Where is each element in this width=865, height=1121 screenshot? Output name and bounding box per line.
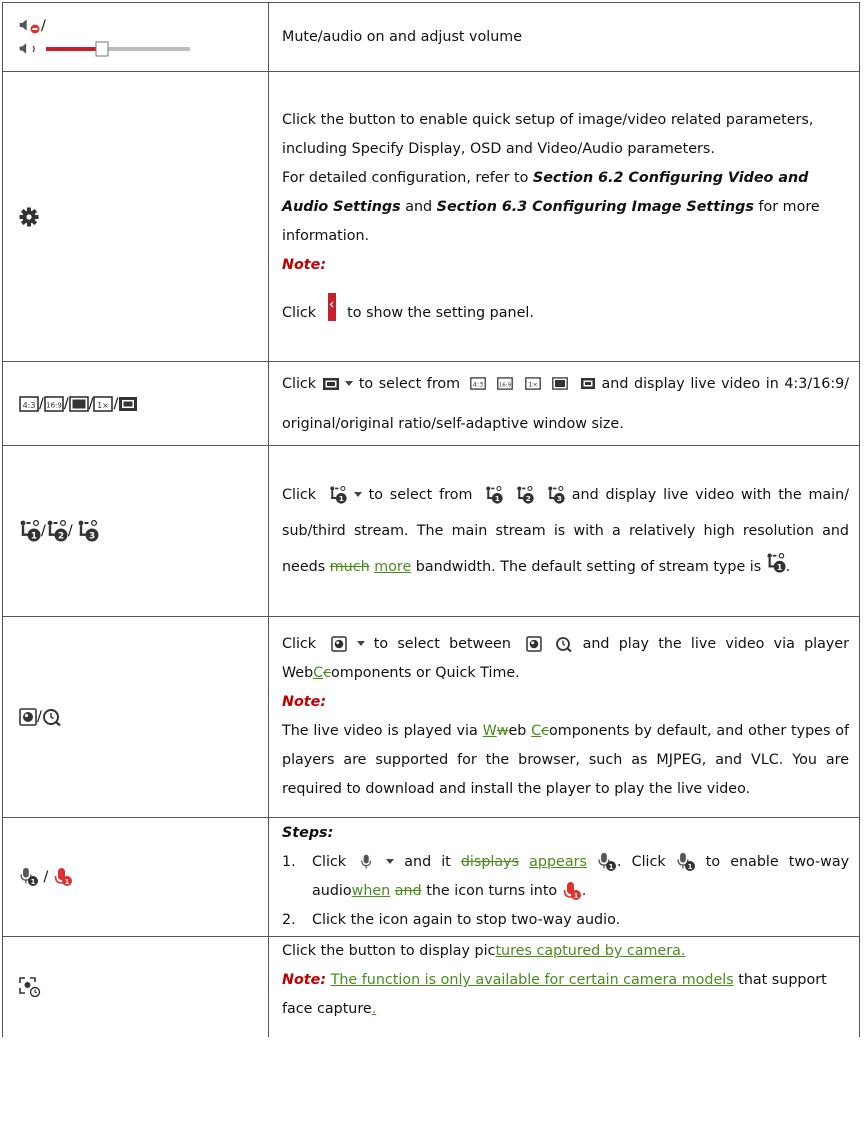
click-word: Click: [312, 854, 347, 870]
aspect-16-9-icon[interactable]: [44, 396, 64, 412]
player-description: and play the live video via player Web: [282, 636, 850, 681]
stream-description: and display live video with the main/ sub/third stream. The main stream is with a relatively high resolution and needs: [282, 487, 850, 575]
click-word: Click: [282, 636, 317, 652]
inserted-text: appears: [529, 854, 587, 870]
description-cell: [269, 818, 860, 937]
note-label: Note:: [282, 694, 327, 710]
icon-cell: [3, 617, 269, 818]
deleted-text: and: [394, 883, 422, 899]
chevron-down-icon[interactable]: [357, 640, 365, 648]
description-cell: [269, 937, 860, 1037]
svg-text:1: 1: [338, 494, 344, 504]
web-components-player-icon[interactable]: [19, 708, 37, 726]
note-text-end: omponents by default, and other types of players are supported for the browser, such as MJPEG, and VLC. You are required to download and install the player to play the live video.: [282, 723, 850, 797]
step-number: 2.: [282, 912, 296, 928]
step-text-part: and it: [404, 854, 451, 870]
svg-text:16:9: 16:9: [499, 382, 512, 389]
click-word: Click: [282, 304, 317, 321]
gear-icon[interactable]: [19, 207, 39, 227]
step-text-part: to enable two-way audio: [312, 854, 850, 899]
microphone-icon[interactable]: [360, 853, 376, 871]
svg-text:3: 3: [88, 531, 95, 542]
icon-separator: /: [39, 395, 44, 412]
click-word: Click: [282, 487, 317, 503]
table-row: [3, 937, 860, 1037]
description-text: [282, 477, 849, 585]
svg-text:1: 1: [30, 531, 38, 542]
description-cell: [269, 446, 860, 617]
table-row: [3, 362, 860, 446]
stream-main-icon[interactable]: [485, 486, 503, 504]
self-adaptive-icon[interactable]: [118, 396, 138, 412]
chevron-down-icon[interactable]: [386, 858, 394, 866]
stream-sub-icon[interactable]: [516, 486, 534, 504]
deleted-text: c: [323, 665, 332, 681]
click-suffix: to show the setting panel.: [342, 304, 534, 321]
deleted-text: c: [541, 723, 550, 739]
svg-text:2: 2: [525, 494, 531, 504]
section-reference-image: Section 6.3 Configuring Image Settings: [436, 198, 754, 215]
icon-separator: /: [37, 709, 42, 725]
svg-text:4:3: 4:3: [22, 400, 36, 410]
inserted-text: when: [351, 883, 391, 899]
svg-text:1: 1: [494, 494, 501, 504]
steps-label: Steps:: [282, 825, 334, 841]
aspect-4-3-icon[interactable]: [19, 396, 39, 412]
icon-cell: [3, 362, 269, 446]
description-text: Click the button to enable quick setup of image/video related parameters, including Specify Display, OSD and Video/Audio parameters.: [282, 111, 814, 157]
note-text-eb: eb: [508, 723, 527, 739]
description-text: [282, 630, 849, 688]
svg-text:1: 1: [64, 878, 70, 886]
inserted-text: tures captured by camera.: [495, 943, 686, 959]
icon-separator: /: [88, 395, 94, 412]
reference-suffix: for more information.: [282, 198, 820, 244]
icon-separator: /: [43, 869, 49, 885]
svg-text:2: 2: [57, 531, 64, 542]
window-size-dropdown-icon[interactable]: [322, 377, 340, 391]
aspect-4-3-icon[interactable]: [470, 377, 486, 390]
svg-text:1×: 1×: [528, 380, 538, 389]
svg-text:4:3: 4:3: [472, 380, 483, 389]
web-components-player-icon[interactable]: [331, 636, 347, 652]
original-ratio-icon[interactable]: [93, 396, 113, 412]
description-text-start: Click the button to display pic: [282, 943, 496, 959]
aspect-16-9-icon[interactable]: [497, 377, 513, 390]
stream-third-icon[interactable]: [77, 520, 99, 542]
stream-sub-icon[interactable]: [46, 520, 68, 542]
icon-separator: /: [113, 395, 119, 412]
chevron-down-icon[interactable]: [345, 380, 353, 388]
deleted-text: w: [496, 723, 509, 739]
microphone-icon[interactable]: [19, 867, 39, 887]
icon-cell: [3, 3, 269, 72]
note-line: [282, 966, 849, 1024]
table-row: [3, 617, 860, 818]
svg-text:1: 1: [687, 863, 693, 871]
step-text: Click the icon again to stop two-way audio.: [312, 912, 621, 928]
click-instruction: [282, 293, 849, 328]
table-row: [3, 446, 860, 617]
click-word: Click: [282, 375, 317, 392]
section-reference-video-audio: Section 6.2 Configuring Video and Audio Settings: [282, 169, 809, 215]
icon-separator: /: [41, 523, 46, 539]
svg-text:1: 1: [30, 878, 36, 886]
speaker-icon[interactable]: [19, 41, 39, 57]
svg-text:1×: 1×: [97, 400, 110, 410]
step-number: 1.: [282, 854, 296, 870]
list-item: [282, 906, 849, 935]
step-text: [312, 848, 849, 906]
stream-main-icon[interactable]: [19, 520, 41, 542]
original-ratio-icon[interactable]: [525, 377, 541, 390]
description-cell: [269, 362, 860, 446]
microphone-icon: [597, 852, 617, 872]
self-adaptive-icon[interactable]: [580, 377, 596, 390]
reference-text: [282, 164, 849, 251]
settings-panel-tab-icon[interactable]: [327, 293, 337, 321]
note-text: [282, 717, 849, 804]
icon-cell: [3, 818, 269, 937]
step-text-part: the icon turns into: [426, 883, 558, 899]
svg-text:1: 1: [573, 892, 579, 900]
description-cell: [269, 3, 860, 72]
volume-slider[interactable]: [44, 41, 194, 57]
icon-description-table: [2, 2, 860, 1037]
reference-and: and: [400, 198, 437, 215]
inserted-text: The function is only available for certain camera models: [330, 972, 734, 988]
icon-cell: [3, 72, 269, 362]
select-between-text: to select between: [373, 636, 511, 652]
default-stream-text: bandwidth. The default setting of stream type is: [415, 559, 762, 575]
speaker-muted-icon[interactable]: [19, 17, 41, 35]
original-size-icon[interactable]: [69, 396, 89, 412]
select-from-text: to select from: [358, 375, 461, 392]
face-capture-icon[interactable]: [19, 977, 41, 997]
inserted-text: C: [313, 665, 324, 681]
player-description-end: omponents or Quick Time.: [331, 665, 520, 681]
inserted-text: .: [371, 1001, 377, 1017]
inserted-text: C: [531, 723, 542, 739]
microphone-icon[interactable]: [676, 852, 696, 872]
icon-separator: /: [63, 395, 69, 412]
icon-cell: [3, 446, 269, 617]
inserted-text: more: [374, 559, 412, 575]
stream-third-icon[interactable]: [547, 486, 565, 504]
stream-main-icon: [766, 553, 786, 573]
description-cell: [269, 72, 860, 362]
note-label: Note:: [282, 972, 327, 988]
microphone-active-icon: [562, 881, 582, 901]
quicktime-player-icon[interactable]: [555, 636, 573, 652]
reference-prefix: For detailed configuration, refer to: [282, 169, 533, 186]
web-components-player-icon[interactable]: [526, 636, 542, 652]
inserted-text: W: [482, 723, 497, 739]
chevron-down-icon[interactable]: [354, 491, 362, 499]
steps-list: [282, 848, 849, 935]
deleted-text: much: [329, 559, 370, 575]
table-row: [3, 72, 860, 362]
quicktime-player-icon[interactable]: [42, 708, 62, 726]
original-size-icon[interactable]: [552, 377, 568, 390]
icon-separator: /: [41, 18, 46, 34]
description-text: Mute/audio on and adjust volume: [282, 28, 523, 45]
period: .: [785, 559, 791, 575]
svg-text:1: 1: [776, 561, 783, 572]
description-text: [282, 937, 849, 966]
list-item: [282, 848, 849, 906]
icon-separator: /: [67, 523, 73, 539]
select-from-text: to select from: [368, 487, 473, 503]
icon-cell: [3, 937, 269, 1037]
description-text: [282, 364, 849, 444]
period: .: [581, 883, 587, 899]
svg-text:1: 1: [608, 863, 614, 871]
table-row: [3, 818, 860, 937]
stream-main-icon[interactable]: [329, 486, 347, 504]
svg-text:16:9: 16:9: [45, 401, 62, 409]
note-label: Note:: [282, 256, 327, 273]
step-text-part: . Click: [617, 854, 666, 870]
description-cell: [269, 617, 860, 818]
deleted-text: displays: [460, 854, 520, 870]
table-row: [3, 3, 860, 72]
microphone-active-icon[interactable]: [53, 867, 73, 887]
display-description: and display live video in 4:3/16:9/ original/original ratio/self-adaptive window size.: [282, 375, 850, 432]
note-text-end: that support face capture: [282, 972, 827, 1017]
svg-text:3: 3: [556, 494, 562, 504]
note-text-start: The live video is played via: [282, 723, 478, 739]
